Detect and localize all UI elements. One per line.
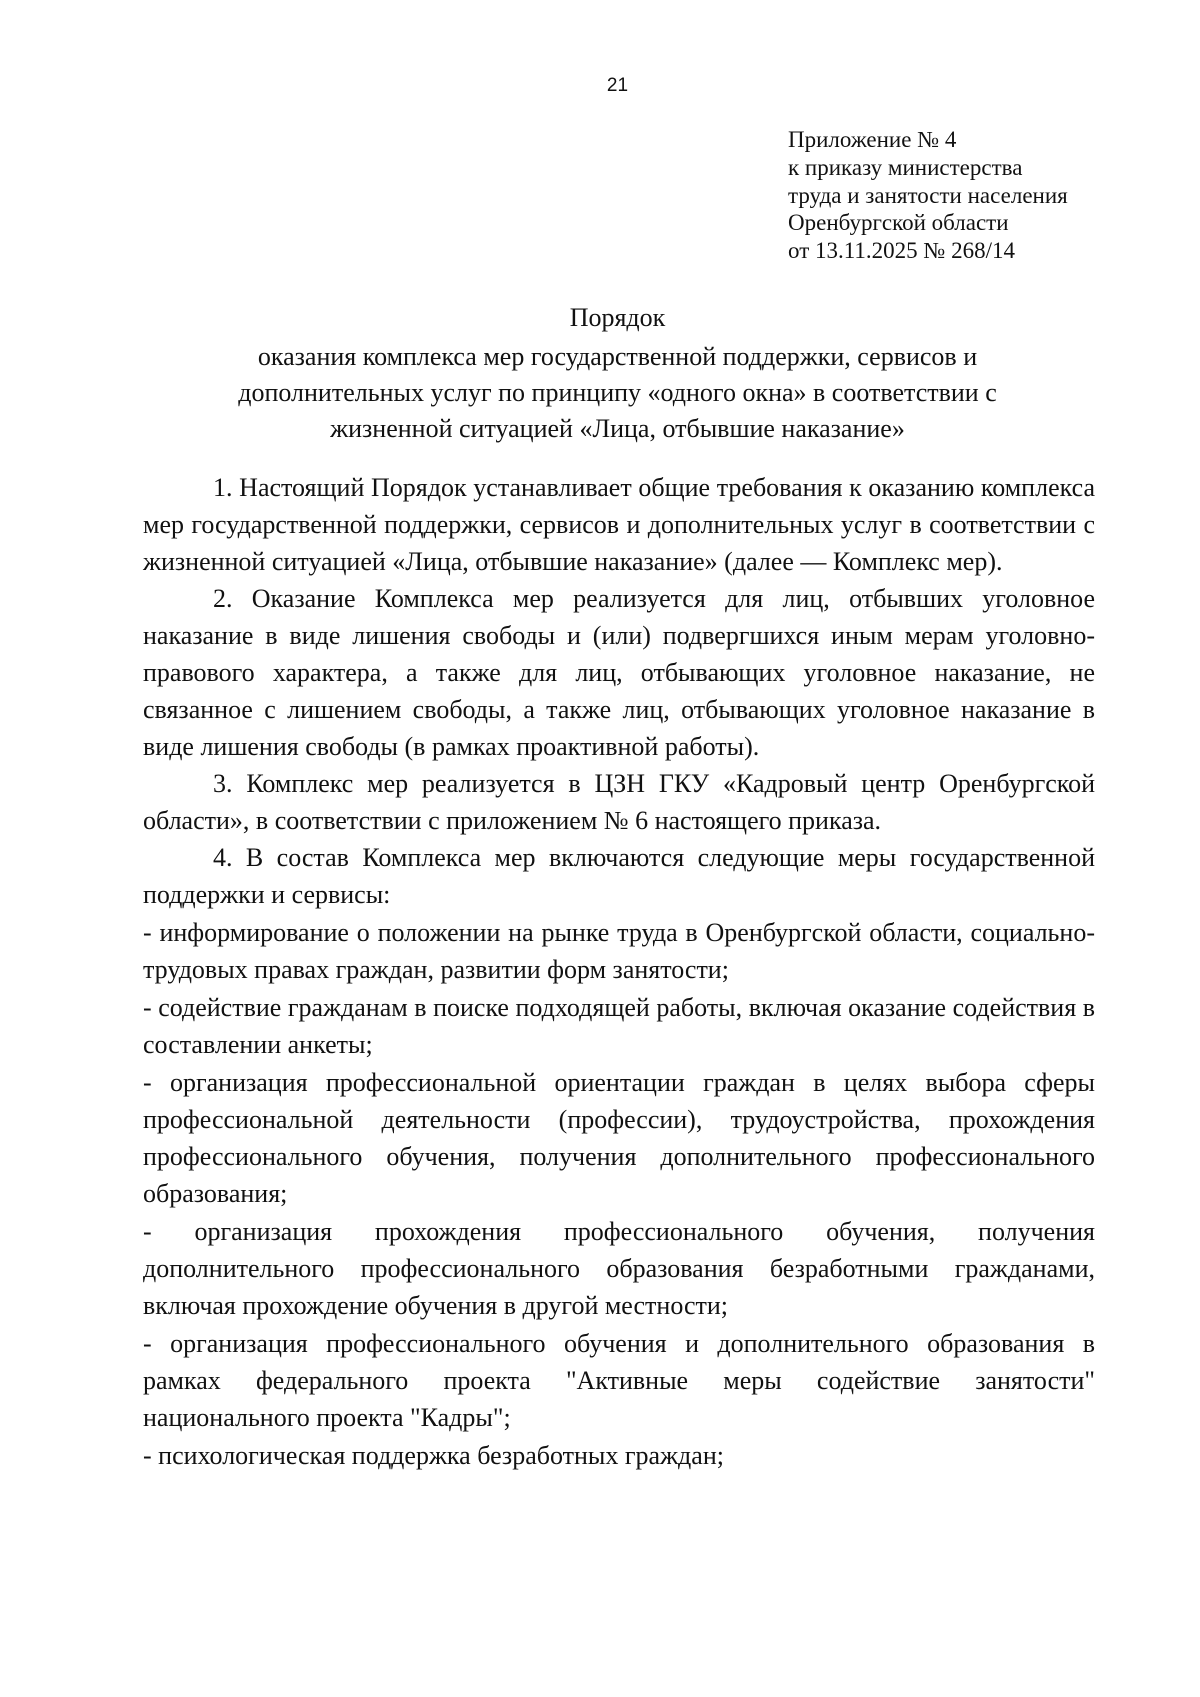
- appendix-line-region: Оренбургской области: [788, 210, 1009, 236]
- title-line-1: оказания комплекса мер государственной поддержки, сервисов и: [257, 342, 978, 371]
- list-item: - содействие гражданам в поиске подходящей работы, включая оказание содействия в составлении анкеты;: [143, 993, 1095, 1059]
- appendix-line-number: Приложение № 4: [788, 127, 957, 152]
- list-item: - информирование о положении на рынке труда в Оренбургской области, социально-трудовых правах граждан, развитии форм занятости;: [143, 918, 1095, 984]
- document-body: [143, 469, 1095, 1474]
- appendix-line-date: от 13.11.2025 № 268/14: [788, 238, 1015, 264]
- paragraph-1: 1. Настоящий Порядок устанавливает общие требования к оказанию комплекса мер государственной поддержки, сервисов и дополнительных услуг в соответствии с жизненной ситуацией «Лица, отбывшие наказание» (далее — Комплекс мер).: [143, 473, 1095, 576]
- appendix-reference: [788, 126, 1108, 265]
- paragraph-4: 4. В состав Комплекса мер включаются следующие меры государственной поддержки и сервисы:: [143, 843, 1095, 909]
- list-item: - организация профессиональной ориентации граждан в целях выбора сферы профессиональной деятельности (профессии), трудоустройства, прохождения профессионального обучения, получения дополнительного профессионального образования;: [143, 1068, 1095, 1208]
- list-item: - организация профессионального обучения и дополнительного образования в рамках федерального проекта "Активные меры содействие занятости" национального проекта "Кадры";: [143, 1329, 1095, 1432]
- paragraph-3: 3. Комплекс мер реализуется в ЦЗН ГКУ «Кадровый центр Оренбургской области», в соответствии с приложением № 6 настоящего приказа.: [143, 769, 1095, 835]
- title-line-2: дополнительных услуг по принципу «одного окна» в соответствии с: [238, 378, 997, 407]
- page-number: 21: [606, 75, 629, 96]
- title-line-3: жизненной ситуацией «Лица, отбывшие наказание»: [330, 414, 905, 443]
- appendix-line-ministry: труда и занятости населения: [788, 182, 1068, 208]
- appendix-line-order: к приказу министерства: [788, 154, 1023, 180]
- list-item: - психологическая поддержка безработных граждан;: [143, 1441, 724, 1470]
- list-item: - организация прохождения профессионального обучения, получения дополнительного профессионального образования безработными гражданами, включая прохождение обучения в другой местности;: [143, 1217, 1095, 1320]
- document-title: [140, 300, 1095, 447]
- paragraph-2: 2. Оказание Комплекса мер реализуется для лиц, отбывших уголовное наказание в виде лишения свободы и (или) подвергшихся иным мерам уголовно-правового характера, а также для лиц, отбывающих уголовное наказание, не связанное с лишением свободы, а также лиц, отбывающих уголовное наказание в виде лишения свободы (в рамках проактивной работы).: [143, 584, 1095, 761]
- title-heading: Порядок: [569, 303, 666, 332]
